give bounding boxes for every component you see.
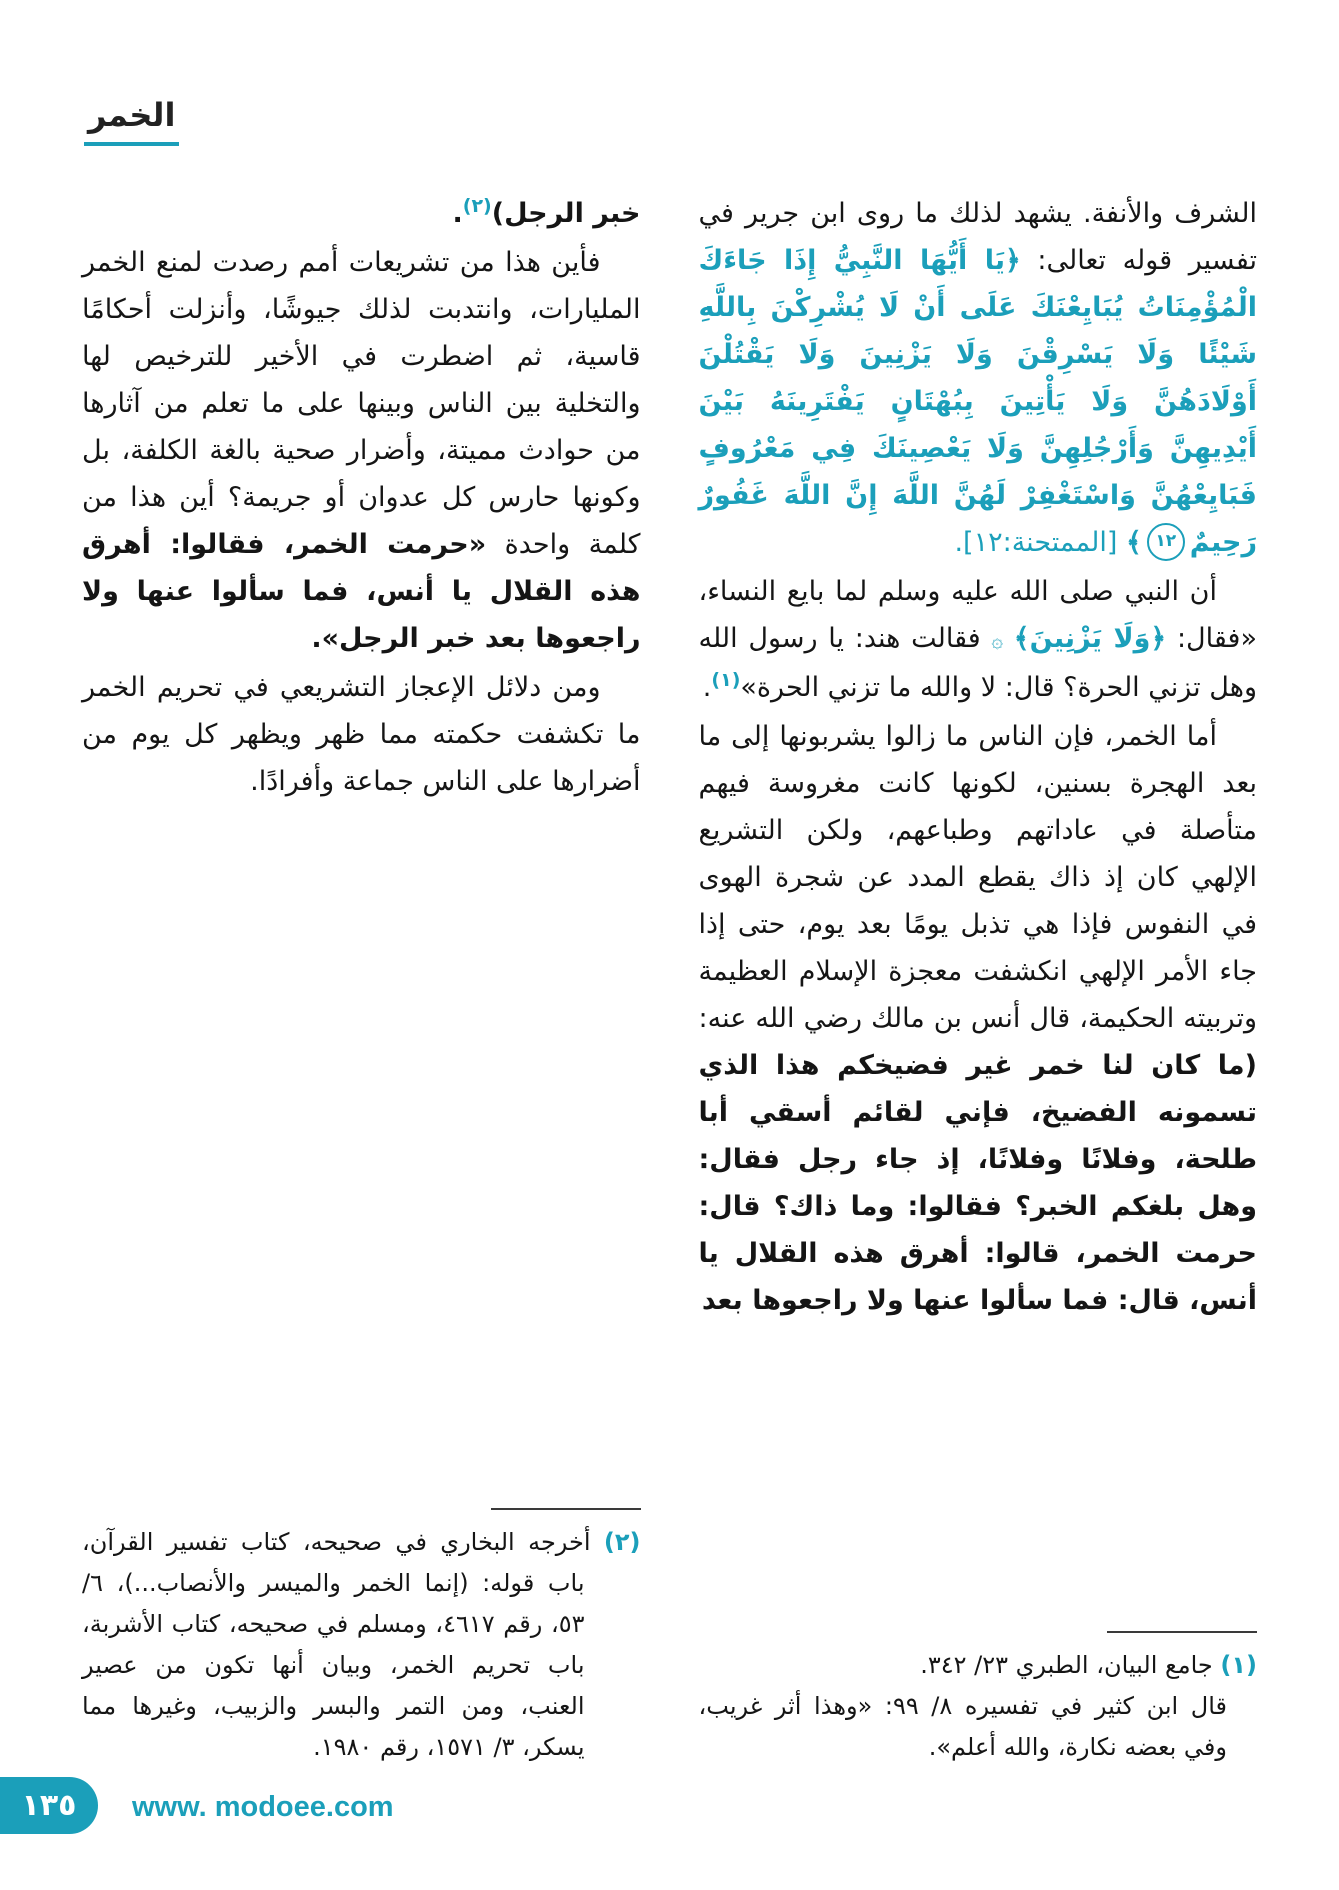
paragraph-tafsir-intro [699, 190, 1258, 566]
left-footnotes [82, 1502, 641, 1768]
page-number-badge [0, 1777, 98, 1834]
chapter-header-title: الخمر [84, 96, 179, 146]
paragraph-hadith-hind [699, 568, 1258, 711]
body-text: . [702, 672, 712, 703]
body-text: الشرف والأنفة. يشهد لذلك ما روى ابن جرير في تفسير قوله تعالى: [698, 198, 1258, 276]
left-column [82, 190, 641, 1768]
hadith-anas-bold: (ما كان لنا خمر غير فضيخكم هذا الذي تسمونه الفضيخ، فإني لقائم أسقي أبا طلحة، وفلانًا وفلانًا، إذ جاء رجل فقال: وهل بلغكم الخبر؟ فقالوا: وما ذاك؟ قال: حرمت الخمر، قالوا: أهرق هذه القلال يا أنس، قال: فما سألوا عنها ولا راجعوها بعد [698, 1050, 1257, 1316]
footnote-2-number: (٢) [603, 1528, 641, 1556]
body-text: فقالت هند: يا رسول الله وهل تزني الحرة؟ قال: لا والله ما تزني الحرة» [698, 623, 1257, 703]
paragraph-ijaz [82, 664, 641, 805]
footnote-1-continued [699, 1686, 1258, 1768]
paragraph-comparison [82, 239, 641, 662]
paragraph-khamr-history [699, 713, 1258, 1324]
footnote-1-number: (١) [1220, 1651, 1257, 1679]
footnote-separator [1107, 1631, 1257, 1633]
quote-hurrimat-bold: «حرمت الخمر، فقالوا: أهرق هذه القلال يا أنس، فما سألوا عنها ولا راجعوها بعد خبر الرجل». [82, 529, 641, 654]
footnote-separator [491, 1508, 641, 1510]
footnote-marker-2: (٢) [462, 195, 492, 217]
verse-ornament-icon: ۞ [991, 628, 1004, 652]
paragraph-hadith-end [82, 190, 641, 237]
footnote-1-text2: قال ابن كثير في تفسيره ٨/ ٩٩: «وهذا أثر غريب، وفي بعضه نكارة، والله أعلم». [698, 1692, 1228, 1761]
footnote-2-text: أخرجه البخاري في صحيحه، كتاب تفسير القرآن، باب قوله: (إنما الخمر والميسر والأنصاب...)، ٦/ ٥٣، رقم ٤٦١٧، ومسلم في صحيحه، كتاب الأشربة، باب تحريم الخمر، وبيان أنها تكون من عصير العنب، ومن التمر والبسر والزبيب، وغيرها مما يسكر، ٣/ ١٥٧١، رقم ١٩٨٠. [82, 1528, 604, 1761]
footnote-marker-1: (١) [711, 669, 741, 691]
body-text: . [452, 198, 463, 229]
quran-verse-text: ﴿يَا أَيُّهَا النَّبِيُّ إِذَا جَاءَكَ الْمُؤْمِنَاتُ يُبَايِعْنَكَ عَلَى أَنْ لَا يُشْرِكْنَ بِاللَّهِ شَيْئًا وَلَا يَسْرِقْنَ وَلَا يَزْنِينَ وَلَا يَقْتُلْنَ أَوْلَادَهُنَّ وَلَا يَأْتِينَ بِبُهْتَانٍ يَفْتَرِينَهُ بَيْنَ أَيْدِيهِنَّ وَأَرْجُلِهِنَّ وَلَا يَعْصِينَكَ فِي مَعْرُوفٍ فَبَايِعْهُنَّ وَاسْتَغْفِرْ لَهُنَّ اللَّهَ إِنَّ اللَّهَ غَفُورٌ رَحِيمٌ [698, 245, 1257, 558]
body-text: أما الخمر، فإن الناس ما زالوا يشربونها إلى ما بعد الهجرة بسنين، لكونها كانت مغروسة فيهم متأصلة في عاداتهم وطباعهم، ولكن التشريع الإلهي كان إذ ذاك يقطع المدد عن شجرة الهوى في النفوس فإذا هي تذبل يومًا بعد يوم، حتى إذا جاء الأمر الإلهي انكشفت معجزة الإسلام العظيمة وتربيته الحكيمة، قال أنس بن مالك رضي الله عنه: [698, 721, 1257, 1034]
page-content [82, 190, 1257, 1768]
hadith-end-bold: خبر الرجل) [491, 198, 641, 229]
body-text: فأين هذا من تشريعات أمم رصدت لمنع الخمر المليارات، وانتدبت لذلك جيوشًا، وأنزلت أحكامًا قاسية، ثم اضطرت في الأخير للترخيص لها والتخلية بين الناس وبينها على ما تعلم من آثارها من حوادث مميتة، وأضرار صحية بالغة الكلفة، بل وكونها حارس كل عدوان أو جريمة؟ أين هذا من كلمة واحدة [82, 247, 641, 560]
footnote-1-text: جامع البيان، الطبري ٢٣/ ٣٤٢. [920, 1651, 1221, 1679]
right-column [699, 190, 1258, 1768]
footnote-2 [82, 1522, 641, 1768]
website-url: www. modoee.com [132, 1791, 394, 1823]
ayah-number-mark: ١٢ [1147, 523, 1185, 561]
body-text: ومن دلائل الإعجاز التشريعي في تحريم الخمر ما تكشفت حكمته مما ظهر ويظهر كل يوم من أضرارها على الناس جماعة وأفرادًا. [82, 672, 641, 797]
body-text: أن النبي صلى الله عليه وسلم لما بايع النساء، «فقال: [698, 576, 1257, 654]
verse-reference: [الممتحنة:١٢]. [954, 527, 1126, 558]
right-footnotes [699, 1625, 1258, 1768]
quran-inline-quote: ﴿وَلَا يَزْنِينَ﴾ [1013, 623, 1167, 654]
quran-close-bracket: ﴾ [1125, 527, 1142, 558]
footnote-1 [699, 1645, 1258, 1686]
page-number: ١٣٥ [21, 1788, 77, 1823]
